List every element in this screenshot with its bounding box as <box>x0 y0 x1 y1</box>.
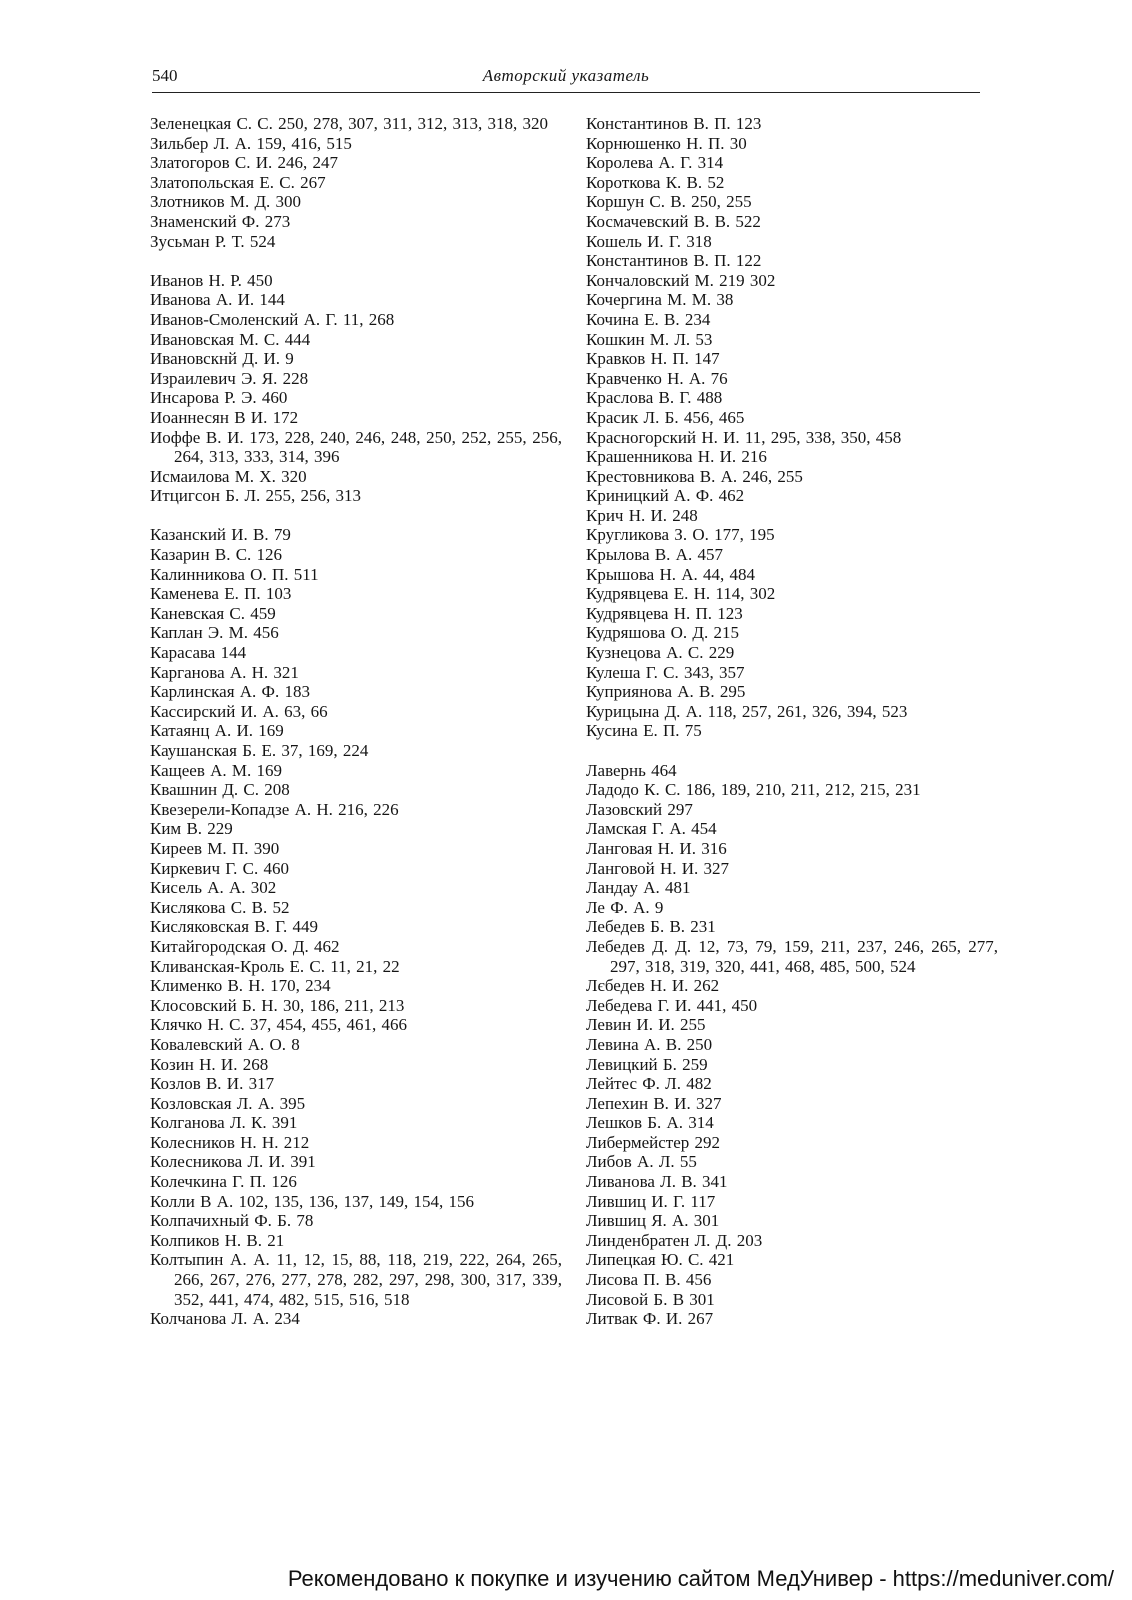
index-entry: Златогоров С. И. 246, 247 <box>150 153 339 173</box>
index-entry: Лєбедев Н. И. 262 <box>586 976 720 996</box>
index-entry: Космачевский В. В. 522 <box>586 211 761 231</box>
index-entry: Левицкий Б. 259 <box>586 1054 708 1074</box>
index-entry: Инсарова Р. Э. 460 <box>150 388 288 408</box>
index-entry: Ливанова Л. В. 341 <box>586 1172 728 1192</box>
index-entry: Злотников М. Д. 300 <box>150 192 302 212</box>
index-entry: Кошель И. Г. 318 <box>586 231 712 251</box>
index-entry: Иванова А. И. 144 <box>150 290 285 310</box>
index-entry: Знаменский Ф. 273 <box>150 211 291 231</box>
index-entry: Ланговой Н. И. 327 <box>586 858 730 878</box>
index-entry: Либермейстер 292 <box>586 1132 721 1152</box>
index-entry: Левин И. И. 255 <box>586 1015 706 1035</box>
index-entry: Лешков Б. А. 314 <box>586 1113 714 1133</box>
index-entry: Криницкий А. Ф. 462 <box>586 486 745 506</box>
index-entry: Коршун С. В. 250, 255 <box>586 192 752 212</box>
index-entry: Колесникова Л. И. 391 <box>150 1152 316 1172</box>
index-entry: Кошкин М. Л. 53 <box>586 329 713 349</box>
index-entry: Колпиков Н. В. 21 <box>150 1230 285 1250</box>
index-entry: Лебедев Д. Д. 12, 73, 79, 159, 211, 237, 246, 265, 277, 297, 318, 319, 320, 441, 468, 485, 500, 524 <box>586 936 998 976</box>
index-entry: Казарин В. С. 126 <box>150 545 283 565</box>
index-entry: Ивановскнй Д. И. 9 <box>150 349 294 369</box>
index-entry: Крестовникова В. А. 246, 255 <box>586 466 803 486</box>
index-entry: Кудряшова О. Д. 215 <box>586 623 740 643</box>
index-entry: Каневская С. 459 <box>150 603 276 623</box>
index-entry: Лисова П. В. 456 <box>586 1270 712 1290</box>
index-entry: Иванов-Смоленский А. Г. 11, 268 <box>150 309 395 329</box>
index-entry: Клячко Н. С. 37, 454, 455, 461, 466 <box>150 1015 407 1035</box>
index-entry: Кисляковская В. Г. 449 <box>150 917 319 937</box>
index-entry: Ле Ф. А. 9 <box>586 897 664 917</box>
index-entry: Крылова В. А. 457 <box>586 545 723 565</box>
index-entry: Красик Л. Б. 456, 465 <box>586 407 745 427</box>
index-entry: Квашнин Д. С. 208 <box>150 780 290 800</box>
index-entry: Лившиц И. Г. 117 <box>586 1191 716 1211</box>
index-entry: Красногорский Н. И. 11, 295, 338, 350, 458 <box>586 427 902 447</box>
index-entry: Квезерели-Копадзе А. Н. 216, 226 <box>150 799 399 819</box>
index-entry: Ланговая Н. И. 316 <box>586 838 727 858</box>
index-entry: Зеленецкая С. С. 250, 278, 307, 311, 312, 313, 318, 320 <box>150 114 548 133</box>
index-entry: Ладодо К. С. 186, 189, 210, 211, 212, 215, 231 <box>586 780 921 800</box>
index-entry: Курицына Д. А. 118, 257, 261, 326, 394, 523 <box>586 701 908 721</box>
index-entry: Кисель А. А. 302 <box>150 878 277 898</box>
index-entry: Колесников Н. Н. 212 <box>150 1132 310 1152</box>
index-entry: Каменева Е. П. 103 <box>150 584 292 604</box>
footer-recommendation: Рекомендовано к покупке и изучению сайтом МедУнивер - https://meduniver.com/ <box>287 1566 1114 1591</box>
index-entry: Колпачихный Ф. Б. 78 <box>150 1211 314 1231</box>
index-entry: Исмаилова М. Х. 320 <box>150 466 307 486</box>
index-entry: Козлов В. И. 317 <box>150 1074 275 1094</box>
index-entry: Кислякова С. В. 52 <box>150 897 290 917</box>
page-number: 540 <box>152 66 178 85</box>
index-entry: Кравченко Н. А. 76 <box>586 368 728 388</box>
index-entry: Крич Н. И. 248 <box>586 505 698 525</box>
index-entry: Кудрявцева Н. П. 123 <box>586 603 743 623</box>
index-entry: Карганова А. Н. 321 <box>150 662 299 682</box>
index-entry: Ландау А. 481 <box>586 878 691 898</box>
index-entry: Лисовой Б. В 301 <box>586 1289 715 1309</box>
index-entry: Литвак Ф. И. 267 <box>586 1309 714 1329</box>
index-entry: Карлинская А. Ф. 183 <box>150 682 310 702</box>
index-column-right <box>586 114 998 1329</box>
index-entry: Лившиц Я. А. 301 <box>586 1211 720 1231</box>
index-entry: Липецкая Ю. С. 421 <box>586 1250 735 1270</box>
index-entry: Кочина Е. В. 234 <box>586 309 711 329</box>
index-entry: Левина А. В. 250 <box>586 1034 713 1054</box>
index-entry: Колчанова Л. А. 234 <box>150 1309 300 1329</box>
index-entry: Израилевич Э. Я. 228 <box>150 368 309 388</box>
index-entry: Колганова Л. К. 391 <box>150 1113 298 1133</box>
index-entry: Киркевич Г. С. 460 <box>150 858 289 878</box>
index-entry: Кочергина М. М. 38 <box>586 290 734 310</box>
index-entry: Либов А. Л. 55 <box>586 1152 697 1172</box>
index-entry: Козин Н. И. 268 <box>150 1054 269 1074</box>
index-entry: Каплан Э. М. 456 <box>150 623 279 643</box>
index-entry: Лейтес Ф. Л. 482 <box>586 1074 712 1094</box>
index-entry: Итцигсон Б. Л. 255, 256, 313 <box>150 486 362 506</box>
index-entry: Катаянц А. И. 169 <box>150 721 284 741</box>
index-entry: Кругликова З. О. 177, 195 <box>586 525 775 545</box>
index-entry: Киреев М. П. 390 <box>150 838 280 858</box>
page-header <box>152 62 980 93</box>
index-entry: Кузнецова А. С. 229 <box>586 643 735 663</box>
index-entry: Короткова К. В. 52 <box>586 172 725 192</box>
index-entry: Кусина Е. П. 75 <box>586 721 702 741</box>
index-entry: Ламская Г. А. 454 <box>586 819 717 839</box>
index-entry: Кудрявцева Е. Н. 114, 302 <box>586 584 776 604</box>
index-entry: Корнюшенко Н. П. 30 <box>586 133 747 153</box>
index-entry: Лебедев Б. В. 231 <box>586 917 716 937</box>
index-entry: Константинов В. П. 123 <box>586 114 762 133</box>
index-entry: Калинникова О. П. 511 <box>150 564 319 584</box>
index-entry: Колтыпин А. А. 11, 12, 15, 88, 118, 219, 222, 264, 265, 266, 267, 276, 277, 278, 282, 297, 298, 300, 317, 339, 352, 441, 474, 482, 515, 516, 518 <box>150 1250 562 1309</box>
index-entry: Иоаннесян В И. 172 <box>150 407 299 427</box>
index-entry: Колли В А. 102, 135, 136, 137, 149, 154, 156 <box>150 1191 474 1211</box>
index-entry: Линденбратен Л. Д. 203 <box>586 1230 763 1250</box>
index-entry: Кончаловский М. 219 302 <box>586 270 776 290</box>
index-entry: Королева А. Г. 314 <box>586 153 724 173</box>
index-entry: Колечкина Г. П. 126 <box>150 1172 297 1192</box>
index-entry: Клосовский Б. Н. 30, 186, 211, 213 <box>150 995 405 1015</box>
index-entry: Карасава 144 <box>150 643 247 663</box>
index-entry: Иоффе В. И. 173, 228, 240, 246, 248, 250, 252, 255, 256, 264, 313, 333, 314, 396 <box>150 427 562 467</box>
index-entry: Краслова В. Г. 488 <box>586 388 723 408</box>
index-entry: Лепехин В. И. 327 <box>586 1093 722 1113</box>
index-entry: Ким В. 229 <box>150 819 233 839</box>
index-entry: Клименко В. Н. 170, 234 <box>150 976 331 996</box>
index-entry: Зусьман Р. Т. 524 <box>150 231 276 251</box>
index-entry: Крышова Н. А. 44, 484 <box>586 564 756 584</box>
index-entry: Лебедева Г. И. 441, 450 <box>586 995 758 1015</box>
index-entry: Константинов В. П. 122 <box>586 251 762 271</box>
index-entry: Куприянова А. В. 295 <box>586 682 746 702</box>
index-entry: Кливанская-Кроль Е. С. 11, 21, 22 <box>150 956 400 976</box>
index-entry: Лазовский 297 <box>586 799 693 819</box>
index-entry: Иванов Н. Р. 450 <box>150 270 273 290</box>
running-title: Авторский указатель <box>482 66 650 85</box>
index-entry: Кащеев А. М. 169 <box>150 760 283 780</box>
index-entry: Лавернь 464 <box>586 760 677 780</box>
index-entry: Зильбер Л. А. 159, 416, 515 <box>150 133 352 153</box>
index-entry: Ковалевский А. О. 8 <box>150 1034 300 1054</box>
index-entry: Крашенникова Н. И. 216 <box>586 447 767 467</box>
index-entry: Китайгородская О. Д. 462 <box>150 936 340 956</box>
index-entry: Ивановская М. С. 444 <box>150 329 311 349</box>
index-entry: Казанский И. В. 79 <box>150 525 291 545</box>
index-entry: Каушанская Б. Е. 37, 169, 224 <box>150 741 369 760</box>
index-entry: Кулеша Г. С. 343, 357 <box>586 662 745 682</box>
index-entry: Козловская Л. А. 395 <box>150 1093 306 1113</box>
index-entry: Кравков Н. П. 147 <box>586 349 720 369</box>
index-entry: Кассирский И. А. 63, 66 <box>150 701 328 721</box>
index-column-left <box>150 114 562 1329</box>
index-entry: Златопольская Е. С. 267 <box>150 172 326 192</box>
